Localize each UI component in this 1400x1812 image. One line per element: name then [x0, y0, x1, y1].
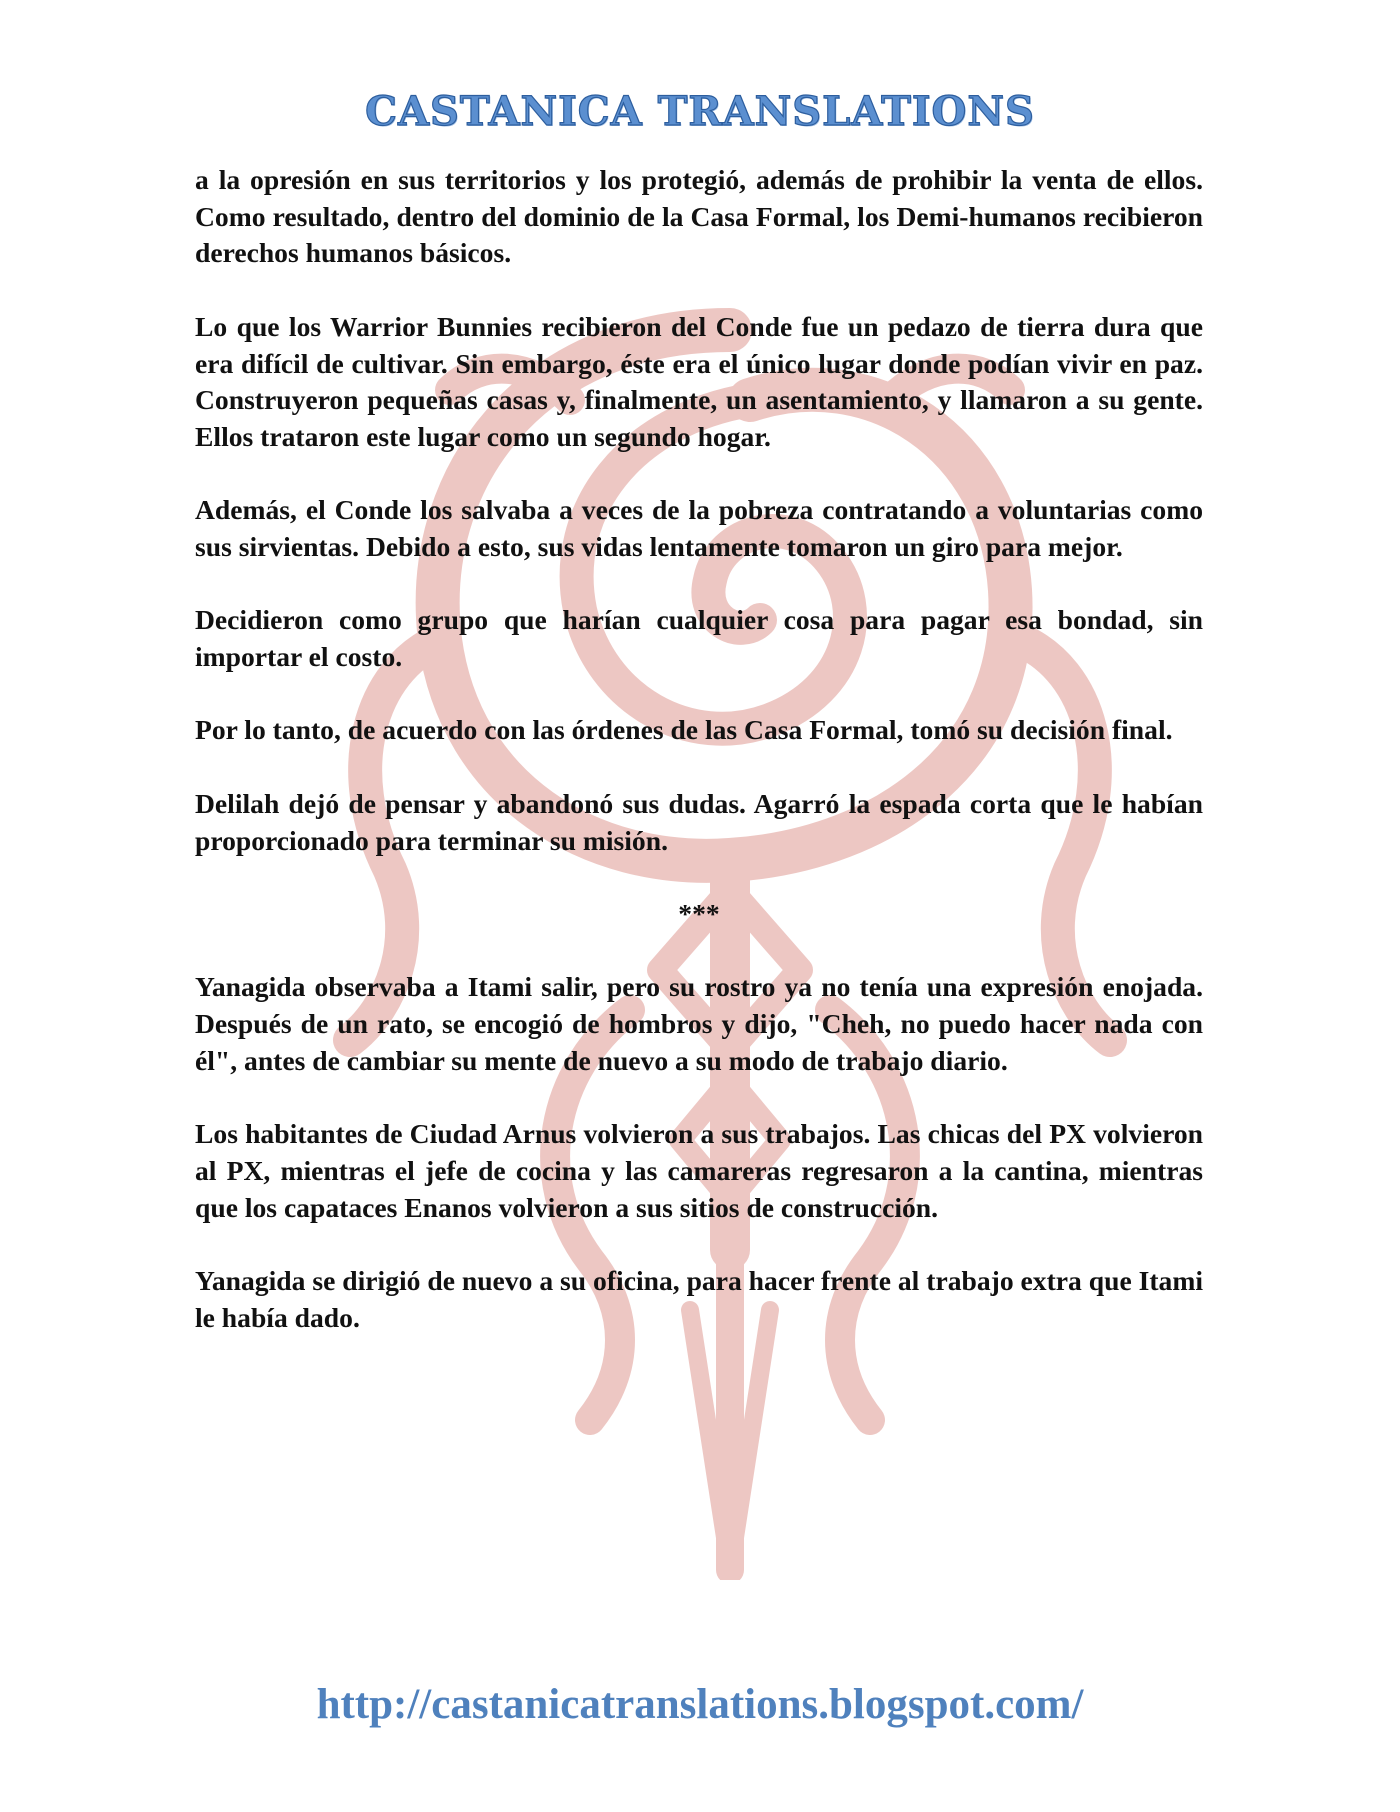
blog-link[interactable]: http://castanicatranslations.blogspot.com/ [316, 1681, 1084, 1728]
paragraph: Los habitantes de Ciudad Arnus volvieron a sus trabajos. Las chicas del PX volvieron al PX, mientras el jefe de cocina y las camareras regresaron a la cantina, mientras que los capataces Enanos volvieron a sus sitios de construcción. [195, 1118, 1203, 1223]
page-body [195, 162, 1203, 1373]
paragraph: Lo que los Warrior Bunnies recibieron del Conde fue un pedazo de tierra dura que era difícil de cultivar. Sin embargo, éste era el único lugar donde podían vivir en paz. Construyeron pequeñas casas y, finalmente, un asentamiento, y llamaron a su gente. Ellos trataron este lugar como un segundo hogar. [195, 310, 1203, 452]
paragraph: Yanagida se dirigió de nuevo a su oficina, para hacer frente al trabajo extra que Itami le había dado. [195, 1264, 1203, 1333]
site-title: CASTANICA TRANSLATIONS [365, 88, 1035, 135]
paragraph: Decidieron como grupo que harían cualquier cosa para pagar esa bondad, sin importar el costo. [195, 604, 1203, 673]
section-separator: *** [678, 897, 720, 929]
paragraph: a la opresión en sus territorios y los protegió, además de prohibir la venta de ellos. Como resultado, dentro del dominio de la Casa Formal, los Demi-humanos recibieron derechos humanos básicos. [195, 164, 1203, 269]
paragraph: Yanagida observaba a Itami salir, pero su rostro ya no tenía una expresión enojada. Después de un rato, se encogió de hombros y dijo, "Cheh, no puedo hacer nada con él", antes de cambiar su mente de nuevo a su modo de trabajo diario. [195, 971, 1203, 1076]
paragraph: Además, el Conde los salvaba a veces de la pobreza contratando a voluntarias como sus sirvientas. Debido a esto, sus vidas lentamente tomaron un giro para mejor. [195, 494, 1203, 562]
paragraph: Por lo tanto, de acuerdo con las órdenes de las Casa Formal, tomó su decisión final. [195, 714, 1173, 746]
paragraph: Delilah dejó de pensar y abandonó sus dudas. Agarró la espada corta que le habían proporcionado para terminar su misión. [195, 787, 1203, 856]
